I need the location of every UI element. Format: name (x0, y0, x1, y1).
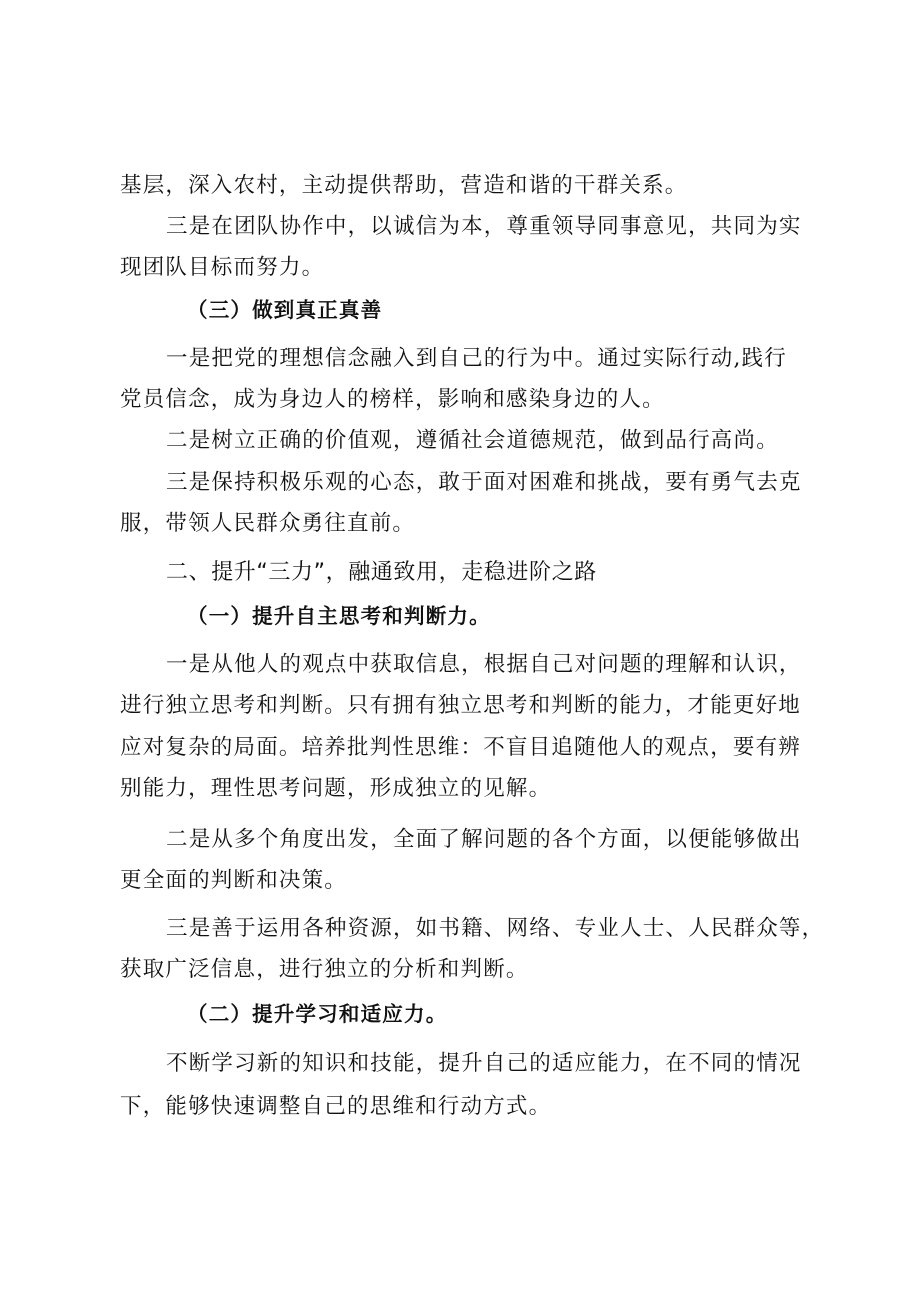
paragraph-line: 三是善于运用各种资源，如书籍、网络、专业人士、人民群众等， (166, 916, 825, 941)
paragraph-line: 二是从多个角度出发，全面了解问题的各个方面，以便能够做出 (166, 827, 802, 852)
paragraph-line: 三是保持积极乐观的心态，敢于面对困难和挑战，要有勇气去克 (166, 470, 802, 495)
paragraph-line: 获取广泛信息，进行独立的分析和判断。 (120, 957, 529, 982)
paragraph-line: 现团队目标而努力。 (120, 255, 325, 280)
section-heading-three: （三）做到真正真善 (187, 298, 383, 322)
paragraph-line: 基层，深入农村，主动提供帮助，营造和谐的干群关系。 (120, 173, 688, 198)
paragraph-line: 别能力，理性思考问题，形成独立的见解。 (120, 776, 552, 801)
paragraph-line: 服，带领人民群众勇往直前。 (120, 511, 416, 536)
chapter-heading-two: 二、提升“三力”，融通致用，走稳进阶之路 (166, 560, 597, 585)
paragraph-line: 一是把党的理想信念融入到自己的行为中。通过实际行动,践行 (166, 346, 787, 371)
section-heading-two: （二）提升学习和适应力。 (187, 1002, 448, 1026)
paragraph-line: 二是树立正确的价值观，遵循社会道德规范，做到品行高尚。 (166, 428, 779, 453)
paragraph-line: 不断学习新的知识和技能，提升自己的适应能力，在不同的情况 (166, 1051, 802, 1076)
paragraph-line: 党员信念，成为身边人的榜样，影响和感染身边的人。 (120, 387, 665, 412)
paragraph-line: 一是从他人的观点中获取信息，根据自己对问题的理解和认识， (166, 652, 802, 677)
paragraph-line: 三是在团队协作中，以诚信为本，尊重领导同事意见，共同为实 (166, 214, 802, 239)
section-heading-one: （一）提升自主思考和判断力。 (187, 604, 491, 628)
paragraph-line: 下，能够快速调整自己的思维和行动方式。 (120, 1094, 552, 1119)
paragraph-line: 应对复杂的局面。培养批判性思维：不盲目追随他人的观点，要有辨 (120, 735, 802, 760)
paragraph-line: 更全面的判断和决策。 (120, 868, 348, 893)
paragraph-line: 进行独立思考和判断。只有拥有独立思考和判断的能力，才能更好地 (120, 693, 802, 718)
